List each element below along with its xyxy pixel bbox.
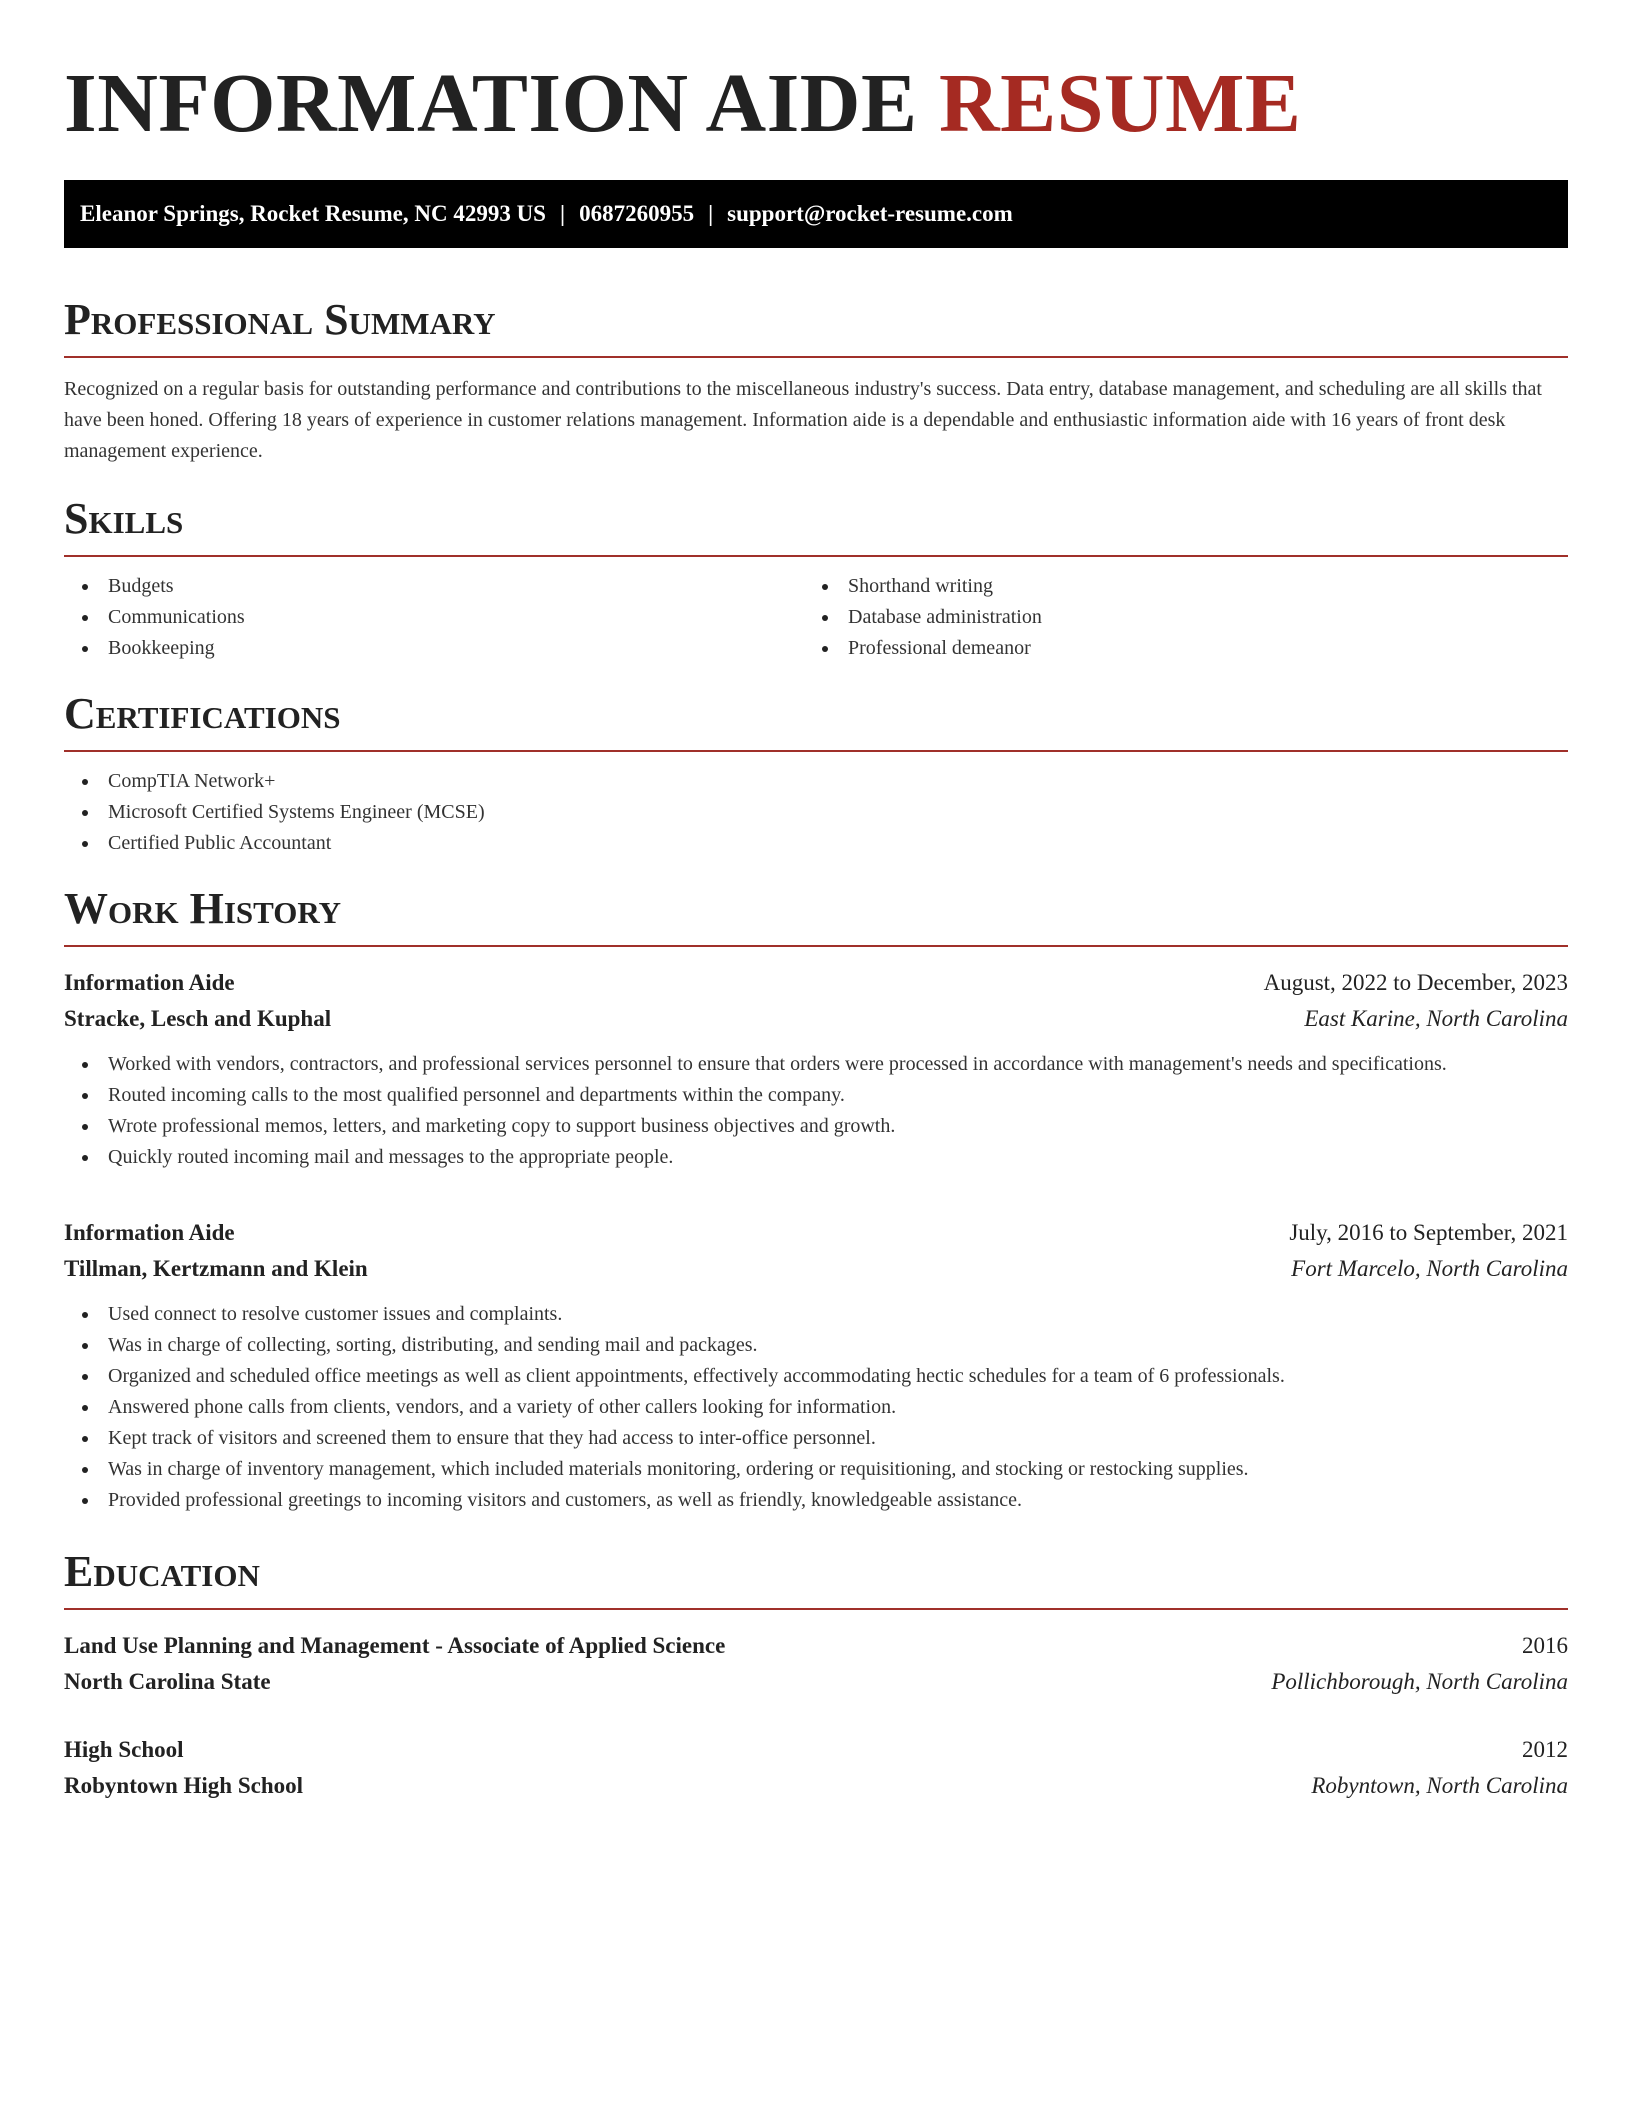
certification-item: Microsoft Certified Systems Engineer (MCSE) bbox=[64, 797, 1568, 828]
education-location: Robyntown, North Carolina bbox=[1311, 1773, 1568, 1798]
job-company: Stracke, Lesch and Kuphal bbox=[64, 1006, 332, 1031]
contact-email[interactable]: support@rocket-resume.com bbox=[727, 201, 1013, 226]
job-bullets bbox=[64, 1049, 1568, 1173]
job-location: Fort Marcelo, North Carolina bbox=[1291, 1256, 1568, 1281]
job-bullet: Routed incoming calls to the most qualified personnel and departments within the company. bbox=[64, 1080, 1568, 1111]
contact-phone: 0687260955 bbox=[579, 201, 695, 226]
skill-item: Communications bbox=[64, 602, 804, 633]
contact-separator: | bbox=[559, 201, 566, 226]
education-degree: Land Use Planning and Management - Associate of Applied Science bbox=[64, 1633, 726, 1658]
job-bullet: Wrote professional memos, letters, and marketing copy to support business objectives and growth. bbox=[64, 1111, 1568, 1142]
job-title: Information Aide bbox=[64, 1220, 235, 1245]
skills-list-left bbox=[64, 571, 804, 664]
education-degree: High School bbox=[64, 1737, 184, 1762]
job-bullet: Quickly routed incoming mail and messages to the appropriate people. bbox=[64, 1142, 1568, 1173]
work-history-section bbox=[64, 881, 1568, 1516]
job-bullet: Worked with vendors, contractors, and professional services personnel to ensure that orders were processed in accordance with management's needs and specifications. bbox=[64, 1049, 1568, 1080]
education-location: Pollichborough, North Carolina bbox=[1271, 1669, 1568, 1694]
education-section bbox=[64, 1544, 1568, 1804]
skills-section bbox=[64, 491, 1568, 664]
job-dates: August, 2022 to December, 2023 bbox=[1263, 970, 1568, 995]
resume-page bbox=[64, 0, 1568, 1804]
certifications-heading: Certifications bbox=[64, 686, 1568, 752]
job-title: Information Aide bbox=[64, 970, 235, 995]
resume-title bbox=[64, 0, 1568, 152]
contact-address: Eleanor Springs, Rocket Resume, NC 42993 US bbox=[80, 201, 546, 226]
skills-heading: Skills bbox=[64, 491, 1568, 557]
job-bullet: Used connect to resolve customer issues and complaints. bbox=[64, 1299, 1568, 1330]
summary-section bbox=[64, 292, 1568, 467]
skill-item: Shorthand writing bbox=[804, 571, 1544, 602]
job-location: East Karine, North Carolina bbox=[1304, 1006, 1568, 1031]
work-history-heading: Work History bbox=[64, 881, 1568, 947]
job-bullets bbox=[64, 1299, 1568, 1516]
certification-item: Certified Public Accountant bbox=[64, 828, 1568, 859]
resume-title-accent: RESUME bbox=[939, 57, 1302, 150]
skill-item: Professional demeanor bbox=[804, 633, 1544, 664]
job-entry bbox=[64, 1215, 1568, 1516]
education-entry bbox=[64, 1628, 1568, 1700]
job-bullet: Kept track of visitors and screened them to ensure that they had access to inter-office personnel. bbox=[64, 1423, 1568, 1454]
job-entry bbox=[64, 965, 1568, 1173]
certifications-section bbox=[64, 686, 1568, 859]
education-entry bbox=[64, 1732, 1568, 1804]
job-dates: July, 2016 to September, 2021 bbox=[1289, 1220, 1568, 1245]
education-heading: Education bbox=[64, 1544, 1568, 1610]
certification-item: CompTIA Network+ bbox=[64, 766, 1568, 797]
education-year: 2012 bbox=[1522, 1737, 1568, 1762]
job-bullet: Was in charge of inventory management, which included materials monitoring, ordering or requisitioning, and stocking or restocking supplies. bbox=[64, 1454, 1568, 1485]
summary-heading: Professional Summary bbox=[64, 292, 1568, 358]
contact-bar bbox=[64, 180, 1568, 248]
skills-grid bbox=[64, 571, 1568, 664]
job-bullet: Was in charge of collecting, sorting, distributing, and sending mail and packages. bbox=[64, 1330, 1568, 1361]
certifications-list bbox=[64, 766, 1568, 859]
skill-item: Bookkeeping bbox=[64, 633, 804, 664]
job-bullet: Organized and scheduled office meetings as well as client appointments, effectively accommodating hectic schedules for a team of 6 professionals. bbox=[64, 1361, 1568, 1392]
summary-text: Recognized on a regular basis for outstanding performance and contributions to the miscellaneous industry's success. Data entry, database management, and scheduling are all skills that have been honed. Offering 18 years of experience in customer relations management. Information aide is a dependable and enthusiastic information aide with 16 years of front desk management experience. bbox=[64, 378, 1542, 462]
job-bullet: Answered phone calls from clients, vendors, and a variety of other callers looking for information. bbox=[64, 1392, 1568, 1423]
resume-title-main: INFORMATION AIDE bbox=[64, 57, 918, 150]
education-year: 2016 bbox=[1522, 1633, 1568, 1658]
skill-item: Database administration bbox=[804, 602, 1544, 633]
job-bullet: Provided professional greetings to incoming visitors and customers, as well as friendly, knowledgeable assistance. bbox=[64, 1485, 1568, 1516]
education-school: Robyntown High School bbox=[64, 1773, 304, 1798]
skills-list-right bbox=[804, 571, 1544, 664]
education-school: North Carolina State bbox=[64, 1669, 271, 1694]
skill-item: Budgets bbox=[64, 571, 804, 602]
contact-separator: | bbox=[708, 201, 714, 226]
job-company: Tillman, Kertzmann and Klein bbox=[64, 1256, 368, 1281]
